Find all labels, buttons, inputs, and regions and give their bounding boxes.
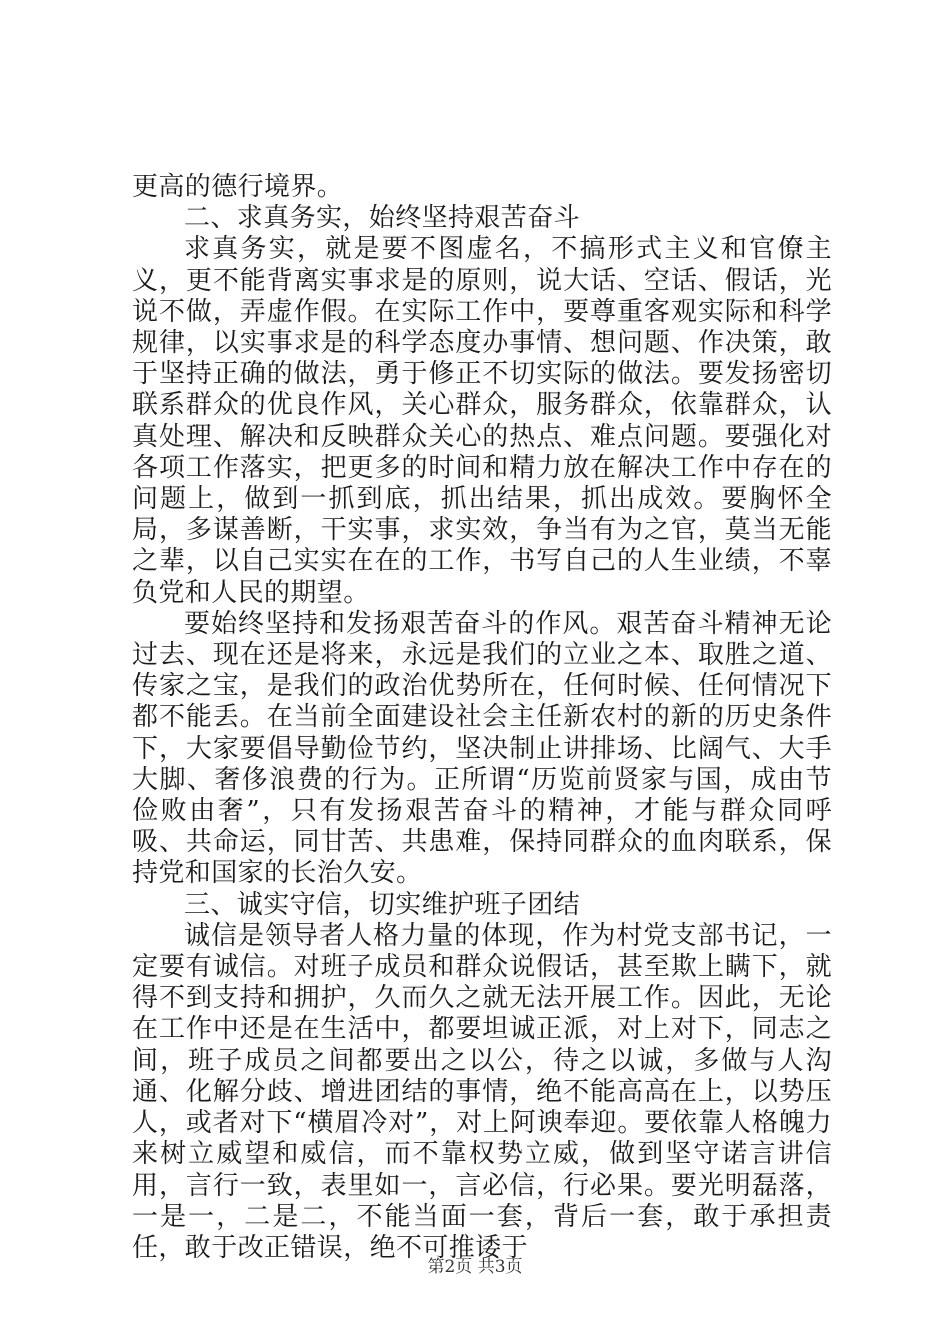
section-heading-2: 二、求真务实，始终坚持艰苦奋斗 [184, 203, 581, 234]
paragraph-hard-work: 要始终坚持和发扬艰苦奋斗的作风。艰苦奋斗精神无论过去、现在还是将来，永远是我们的立业之本、取胜之道、传家之宝，是我们的政治优势所在，任何时候、任何情况下都不能丢。在当前全面建设社会主任新农村的新的历史条件下，大家要倡导勤俭节约，坚决制止讲排场、比阔气、大手大脚、奢侈浪费的行为。正所谓“历览前贤家与国，成由节俭败由奢”，只有发扬艰苦奋斗的精神，才能与群众同呼吸、共命运，同甘苦、共患难，保持同群众的血肉联系，保持党和国家的长治久安。 [132, 608, 832, 889]
document-body [132, 172, 832, 1264]
paragraph-integrity: 诚信是领导者人格力量的体现，作为村党支部书记，一定要有诚信。对班子成员和群众说假话，甚至欺上瞒下，就得不到支持和拥护，久而久之就无法开展工作。因此，无论在工作中还是在生活中，都要坦诚正派，对上对下，同志之间，班子成员之间都要出之以公，待之以诚，多做与人沟通、化解分歧、增进团结的事情，绝不能高高在上，以势压人，或者对下“横眉冷对”，对上阿谀奉迎。要依靠人格魄力来树立威望和威信，而不靠权势立威，做到坚守诺言讲信用，言行一致，表里如一，言必信，行必果。要光明磊落，一是一，二是二，不能当面一套，背后一套，敢于承担责任，敢于改正错误，绝不可推诿于 [132, 920, 832, 1263]
page-number-footer: 第2页 共3页 [427, 1257, 523, 1277]
paragraph-continuation: 更高的德行境界。 [132, 172, 344, 202]
paragraph-seek-truth: 求真务实，就是要不图虚名，不搞形式主义和官僚主义，更不能背离实事求是的原则，说大话、空话、假话，光说不做，弄虚作假。在实际工作中，要尊重客观实际和科学规律，以实事求是的科学态度办事情、想问题、作决策，敢于坚持正确的做法，勇于修正不切实际的做法。要发扬密切联系群众的优良作风，关心群众，服务群众，依靠群众，认真处理、解决和反映群众关心的热点、难点问题。要强化对各项工作落实，把更多的时间和精力放在解决工作中存在的问题上，做到一抓到底，抓出结果，抓出成效。要胸怀全局，多谋善断，干实事，求实效，争当有为之官，莫当无能之辈，以自己实实在在的工作，书写自己的人生业绩，不辜负党和人民的期望。 [132, 234, 832, 608]
section-heading-3: 三、诚实守信，切实维护班子团结 [184, 889, 581, 920]
